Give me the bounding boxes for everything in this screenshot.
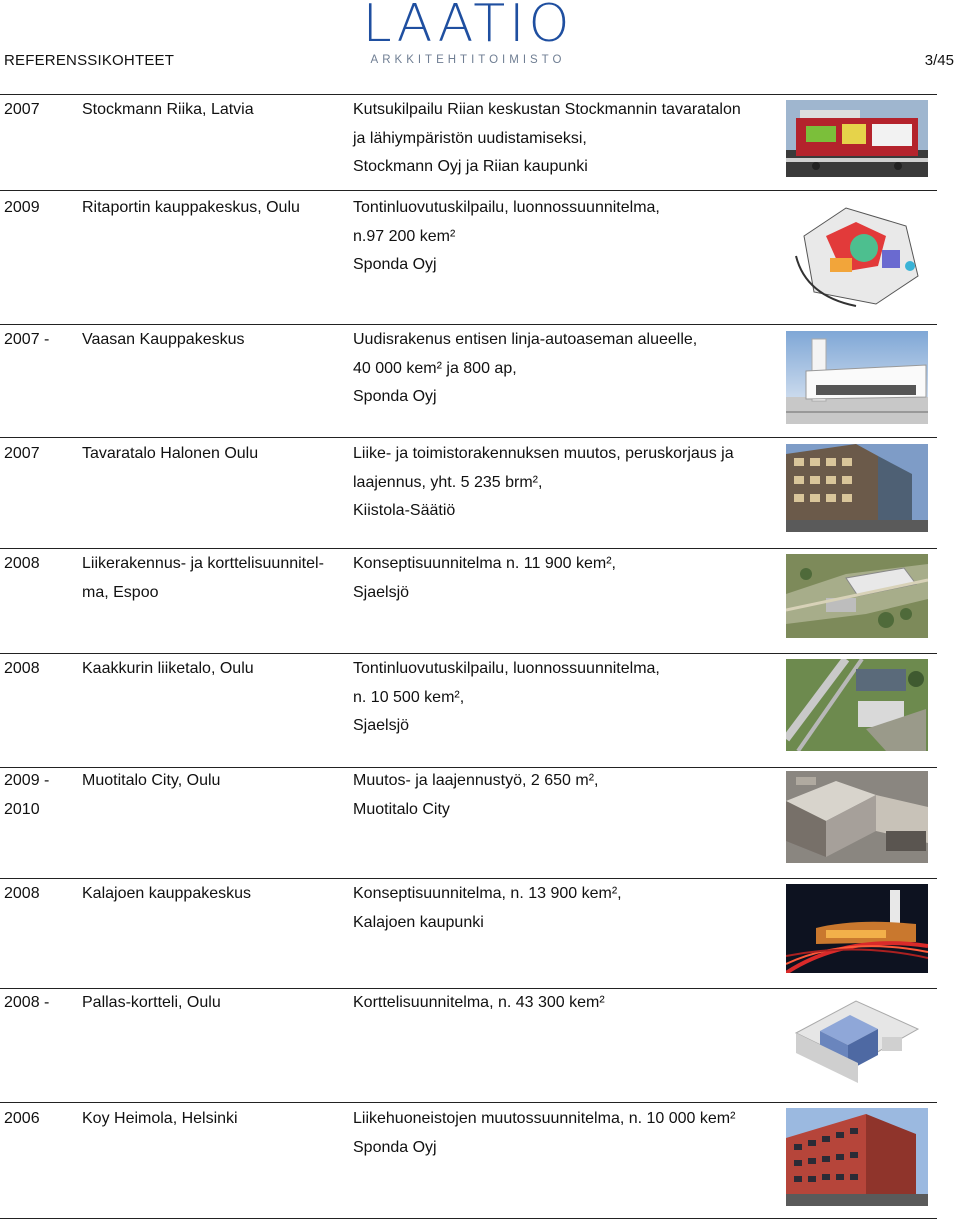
logo-subtitle: ARKKITEHTITOIMISTO — [370, 54, 566, 66]
building-render-icon — [786, 331, 928, 424]
project-description-line: 40 000 kem² ja 800 ap, — [353, 359, 517, 377]
project-year — [4, 440, 74, 469]
project-description-line: Tontinluovutuskilpailu, luonnossuunnitelma, — [353, 199, 660, 216]
project-description — [353, 767, 783, 824]
project-description — [353, 880, 783, 937]
project-description-line: Liikehuoneistojen muutossuunnitelma, n. 10 000 kem² — [353, 1110, 736, 1127]
project-description — [353, 655, 783, 741]
project-year-line: 2009 - — [4, 772, 50, 789]
project-year-line: 2008 - — [4, 994, 50, 1011]
project-name-line: Kalajoen kauppakeskus — [82, 885, 252, 902]
project-description-line: Sjaelsjö — [353, 583, 410, 601]
project-year-line: 2007 — [4, 445, 40, 462]
project-description-line: Sjaelsjö — [353, 717, 410, 734]
department-store-photo-icon — [786, 444, 928, 532]
aerial-render-icon — [786, 554, 928, 638]
row-divider — [0, 190, 937, 191]
project-description-line: Kalajoen kaupunki — [353, 913, 484, 931]
project-description-line: Stockmann Oyj ja Riian kaupunki — [353, 158, 588, 175]
project-description-line: Korttelisuunnitelma, n. 43 300 kem² — [353, 994, 605, 1011]
project-name-line: Tavaratalo Halonen Oulu — [82, 445, 259, 462]
project-year-line: 2008 — [4, 555, 40, 572]
project-description-line: Sponda Oyj — [353, 388, 437, 405]
project-name — [82, 1105, 344, 1134]
project-name-line: Muotitalo City, Oulu — [82, 772, 221, 789]
row-divider — [0, 878, 937, 879]
row-divider — [0, 1218, 937, 1219]
project-description-line: laajennus, yht. 5 235 brm², — [353, 473, 543, 491]
project-name-line: Pallas-kortteli, Oulu — [82, 994, 221, 1011]
project-year — [4, 326, 74, 355]
project-description-line: n. 10 500 kem², — [353, 688, 465, 706]
project-year — [4, 655, 74, 684]
aerial-site-icon — [786, 659, 928, 751]
project-year-line: 2007 — [4, 101, 40, 118]
row-divider — [0, 653, 937, 654]
project-name — [82, 326, 344, 355]
project-description-line: Uudisrakenus entisen linja-autoaseman alueelle, — [353, 331, 698, 348]
project-name — [82, 655, 344, 684]
project-year — [4, 96, 74, 125]
brick-building-photo-icon — [786, 1108, 928, 1206]
project-name — [82, 989, 344, 1018]
project-description-line: Tontinluovutuskilpailu, luonnossuunnitelma, — [353, 660, 660, 677]
project-description-line: Kutsukilpailu Riian keskustan Stockmannin tavaratalon — [353, 101, 741, 118]
project-description-line: Liike- ja toimistorakennuksen muutos, peruskorjaus ja — [353, 445, 734, 462]
project-description-line: Muotitalo City — [353, 800, 450, 818]
project-name-line: Ritaportin kauppakeskus, Oulu — [82, 199, 300, 216]
project-description — [353, 989, 783, 1018]
block-model-icon — [786, 993, 928, 1087]
project-description — [353, 326, 783, 412]
project-name — [82, 440, 344, 469]
project-year-line: 2007 - — [4, 331, 50, 348]
project-year — [4, 550, 74, 579]
project-year-line: 2006 — [4, 1110, 40, 1127]
project-description-line: Muutos- ja laajennustyö, 2 650 m², — [353, 772, 599, 789]
project-year — [4, 767, 74, 824]
project-name-line: ma, Espoo — [82, 583, 159, 601]
project-description-line: n.97 200 kem² — [353, 227, 456, 245]
store-photo-icon — [786, 100, 928, 177]
project-description — [353, 1105, 783, 1162]
project-description-line: ja lähiympäristön uudistamiseksi, — [353, 129, 587, 147]
project-year — [4, 194, 74, 223]
project-year-line: 2008 — [4, 660, 40, 677]
project-name-line: Liikerakennus- ja korttelisuunnitel- — [82, 555, 324, 572]
project-description-line: Sponda Oyj — [353, 256, 437, 273]
logo-wordmark: LAATIO — [362, 0, 574, 54]
project-year — [4, 989, 74, 1018]
project-description-line: Sponda Oyj — [353, 1138, 437, 1156]
project-description-line: Konseptisuunnitelma n. 11 900 kem², — [353, 555, 616, 572]
project-name-line: Stockmann Riika, Latvia — [82, 101, 254, 118]
city-block-photo-icon — [786, 771, 928, 863]
project-name-line: Kaakkurin liiketalo, Oulu — [82, 660, 254, 677]
project-year-line: 2009 — [4, 199, 40, 216]
row-divider — [0, 1102, 937, 1103]
project-name — [82, 880, 344, 909]
night-render-icon — [786, 884, 928, 973]
row-divider — [0, 437, 937, 438]
row-divider — [0, 324, 937, 325]
project-year — [4, 880, 74, 909]
project-year — [4, 1105, 74, 1134]
project-description — [353, 440, 783, 526]
project-name — [82, 194, 344, 223]
project-year-line: 2010 — [4, 800, 40, 818]
row-divider — [0, 548, 937, 549]
project-name — [82, 550, 344, 607]
site-plan-icon — [786, 196, 928, 312]
project-name — [82, 96, 344, 125]
company-logo — [358, 0, 578, 74]
page-number: 3/45 — [924, 52, 954, 69]
project-description-line: Konseptisuunnitelma, n. 13 900 kem², — [353, 885, 622, 902]
project-description — [353, 550, 783, 607]
project-description — [353, 96, 783, 182]
row-divider — [0, 94, 937, 95]
project-name-line: Vaasan Kauppakeskus — [82, 331, 245, 348]
project-year-line: 2008 — [4, 885, 40, 902]
project-description-line: Kiistola-Säätiö — [353, 502, 456, 519]
project-description — [353, 194, 783, 280]
project-name-line: Koy Heimola, Helsinki — [82, 1110, 238, 1127]
page-title: REFERENSSIKOHTEET — [4, 52, 175, 69]
project-name — [82, 767, 344, 796]
